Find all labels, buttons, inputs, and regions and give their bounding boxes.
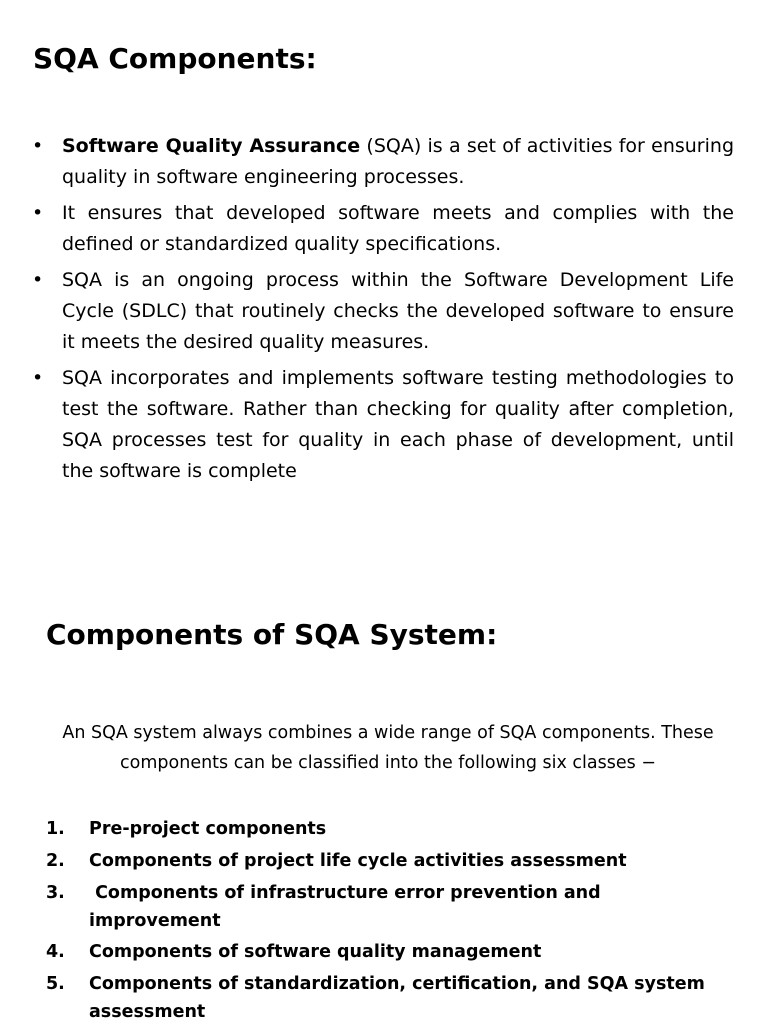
numbered-item xyxy=(0,938,768,967)
section-heading-sqa-components: SQA Components: xyxy=(33,42,317,75)
numbered-item xyxy=(0,970,768,1024)
item-number: 3. xyxy=(46,883,65,903)
bullet-item xyxy=(0,265,768,358)
bullet-bold-lead: Software Quality Assurance xyxy=(62,135,361,157)
bullet-text: SQA incorporates and implements software testing methodologies to test the software. Rather than checking for quality after completion, SQA processes test for quality in each phase of development, until the software is complete xyxy=(62,367,734,482)
bullet-item xyxy=(0,131,768,193)
bullet-item xyxy=(0,198,768,260)
bullet-text: SQA is an ongoing process within the Software Development Life Cycle (SDLC) that routinely checks the developed software to ensure it meets the desired quality measures. xyxy=(62,269,734,353)
section-heading-components-of-sqa-system: Components of SQA System: xyxy=(46,618,498,651)
numbered-item xyxy=(0,815,768,844)
item-text: Components of infrastructure error prevention and improvement xyxy=(89,883,607,931)
bullet-marker: • xyxy=(32,135,44,157)
bullet-body: (SQA) is a set of activities for ensuring quality in software engineering processes. xyxy=(62,135,735,188)
item-text: Components of project life cycle activities assessment xyxy=(89,851,627,871)
bullet-text xyxy=(62,131,734,193)
numbered-item xyxy=(0,879,768,935)
item-text: Components of software quality management xyxy=(89,942,542,962)
component-classes-list xyxy=(0,815,768,1024)
item-text: Components of standardization, certification, and SQA system assessment xyxy=(89,974,705,1022)
numbered-item xyxy=(0,847,768,876)
item-number: 4. xyxy=(46,942,65,962)
item-number: 1. xyxy=(46,819,65,839)
sqa-bullet-list xyxy=(0,131,768,492)
bullet-text: It ensures that developed software meets and complies with the defined or standardized quality specifications. xyxy=(62,202,734,255)
bullet-marker: • xyxy=(32,202,44,224)
bullet-marker: • xyxy=(32,367,44,389)
intro-paragraph: An SQA system always combines a wide range of SQA components. These components can be classified into the following six classes − xyxy=(62,723,714,773)
item-number: 5. xyxy=(46,974,65,994)
item-number: 2. xyxy=(46,851,65,871)
item-text: Pre-project components xyxy=(89,819,327,839)
bullet-item xyxy=(0,363,768,487)
bullet-marker: • xyxy=(32,269,44,291)
